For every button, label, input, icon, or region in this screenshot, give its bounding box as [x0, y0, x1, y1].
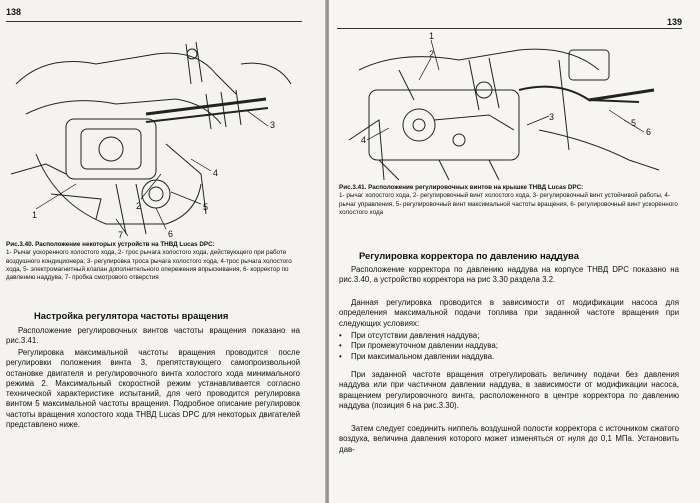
caption-body-right: 1- рычаг холостого хода, 2- регулировочный винт холостого хода, 3- регулировочный винт устойчивой работы, 4- рычаг управления, 5- регулировочный винт максимальной частоты вращения, 6- регулировочный винт ускоренного холостого хода — [339, 192, 678, 216]
section-heading-left: Настройка регулятора частоты вращения — [34, 310, 229, 321]
paragraph-right-4: Затем следует соединить ниппель воздушной полости корректора с источником сжатого воздуха, величина давления которого может изменяться от нуля до 0,1 МПа. Установить дав- — [339, 424, 679, 454]
caption-fig-3-40 — [6, 241, 302, 282]
section-heading-right: Регулировка корректора по давлению наддува — [359, 250, 579, 261]
fig40-label-5: 5 — [203, 202, 209, 212]
left-page — [0, 0, 326, 503]
fig41-label-6: 6 — [646, 127, 652, 137]
caption-fig-3-41 — [339, 184, 679, 217]
caption-body: 1- Рычаг ускоренного холостого хода, 2- трос рычага холостого хода, действующего при работе воздушного кондиционера; 3- регулировка троса рычага холостого хода, 4-трос рычага холостого хода, 5- электромагнитный клапан дополнительного опережения впрыскивания, 6- корректор по давлению наддува, 7- пробка смотрового отверстия — [6, 249, 292, 282]
figure-3-40 — [6, 24, 306, 240]
fig41-label-4: 4 — [361, 135, 367, 145]
list-item: • При отсутствии давления наддува; — [339, 331, 679, 341]
paragraph-right-1: Расположение корректора по давлению наддува на корпусе ТНВД DPC показано на рис.3.40, а устройство корректора на рис 3.30 раздела 3.2. — [339, 265, 679, 285]
right-page — [329, 0, 700, 503]
paragraph-right-3: При заданной частоте вращения отрегулировать величину подачи без давления наддува или при частичном давлении наддува, в зависимости от модификации насоса, вращением регулировочного винта, расположенного в центре корректора по давлению наддува (позиция 6 на рис.3.30). — [339, 370, 679, 410]
header-rule-right — [337, 28, 682, 29]
list-item: • При максимальном давлении наддува. — [339, 352, 679, 362]
caption-title: Рис.3.40. Расположение некоторых устройств на ТНВД Lucas DPC: — [6, 241, 215, 248]
fig40-label-2: 2 — [136, 201, 142, 211]
fig41-label-3: 3 — [549, 112, 555, 122]
paragraph-right-2: Данная регулировка проводится в зависимости от модификации насоса для определения максимальной подачи топлива при заданной частоте вращения при следующих условиях: — [339, 298, 679, 328]
fig41-label-2: 2 — [429, 49, 435, 59]
list-item: • При промежуточном давлении наддува; — [339, 341, 679, 351]
fig40-label-6: 6 — [168, 229, 174, 239]
fig40-label-4: 4 — [213, 168, 219, 178]
page-number-left: 138 — [6, 7, 22, 17]
page-number-right: 139 — [666, 17, 682, 27]
conditions-list — [339, 331, 679, 362]
caption-title-right: Рис.3.41. Расположение регулировочных винтов на крышке ТНВД Lucas DPC: — [339, 184, 584, 191]
paragraph-left-1: Расположение регулировочных винтов частоты вращения показано на рис.3.41. — [6, 326, 300, 346]
fig40-label-1: 1 — [32, 210, 38, 220]
fig41-label-1: 1 — [429, 31, 435, 41]
fig40-label-3: 3 — [270, 120, 276, 130]
fig41-label-5: 5 — [631, 118, 637, 128]
paragraph-left-2: Регулировка максимальной частоты вращения проводится после регулировки положения винта 3, препятствующего самопроизвольной остановке двигателя и регулировочного винта холостого хода минимального режима 2. Максимальный скоростной режим устанавливается согласно технической характеристике испытаний, для чего проводится регулировка винтом 5 максимальной частоты вращения. Подробное описание регулировок частоты вращения холостого хода ТНВД Lucas DPC для некоторых двигателей представлено ниже. — [6, 348, 300, 430]
figure-3-41 — [339, 30, 669, 182]
fig40-label-7: 7 — [118, 230, 124, 240]
header-rule-left — [6, 21, 302, 22]
